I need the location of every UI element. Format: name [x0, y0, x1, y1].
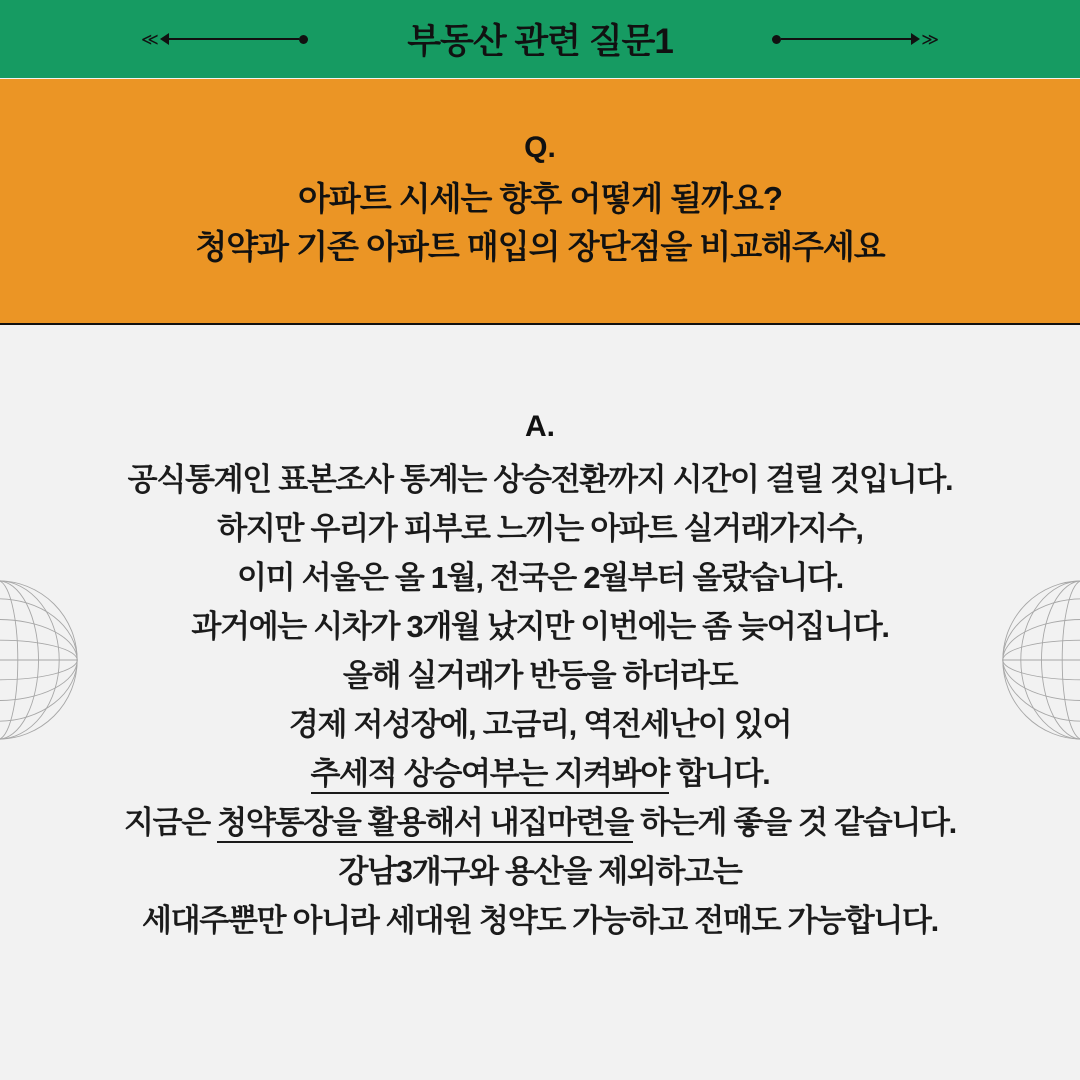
question-block — [0, 79, 1080, 325]
answer-line-2: 하지만 우리가 피부로 느끼는 아파트 실거래가지수, — [217, 510, 863, 546]
answer-underline-2: 청약통장을 활용해서 내집마련을 — [217, 805, 633, 843]
answer-marker: A. — [525, 410, 555, 443]
answer-line-8-head: 지금은 — [124, 804, 218, 840]
page-title: 부동산 관련 질문1 — [407, 22, 673, 61]
double-arrow-left-icon: ≪ — [140, 30, 308, 48]
question-line-1: 아파트 시세는 향후 어떻게 될까요? — [297, 180, 783, 218]
question-line-2: 청약과 기존 아파트 매입의 장단점을 비교해주세요 — [195, 228, 885, 265]
header-bar — [0, 0, 1080, 78]
answer-line-9: 강남3개구와 용산을 제외하고는 — [338, 853, 742, 889]
answer-line-4: 과거에는 시차가 3개월 났지만 이번에는 좀 늦어집니다. — [191, 608, 889, 644]
answer-line-7-tail: 합니다. — [668, 755, 770, 791]
answer-line-8 — [0, 799, 1080, 848]
answer-line-3: 이미 서울은 올 1월, 전국은 2월부터 올랐습니다. — [236, 559, 843, 595]
answer-line-1: 공식통계인 표본조사 통계는 상승전환까지 시간이 걸릴 것입니다. — [127, 462, 953, 497]
double-arrow-right-icon: ≫ — [772, 30, 940, 48]
answer-underline-1: 추세적 상승여부는 지켜봐야 — [311, 756, 669, 794]
question-marker: Q. — [524, 131, 556, 165]
answer-line-7 — [0, 750, 1080, 799]
answer-line-10: 세대주뿐만 아니라 세대원 청약도 가능하고 전매도 가능합니다. — [142, 902, 938, 938]
answer-line-6: 경제 저성장에, 고금리, 역전세난이 있어 — [288, 706, 792, 742]
answer-block — [0, 410, 1080, 946]
answer-line-5: 올해 실거래가 반등을 하더라도 — [342, 657, 738, 693]
answer-line-8-tail: 하는게 좋을 것 같습니다. — [632, 804, 956, 840]
